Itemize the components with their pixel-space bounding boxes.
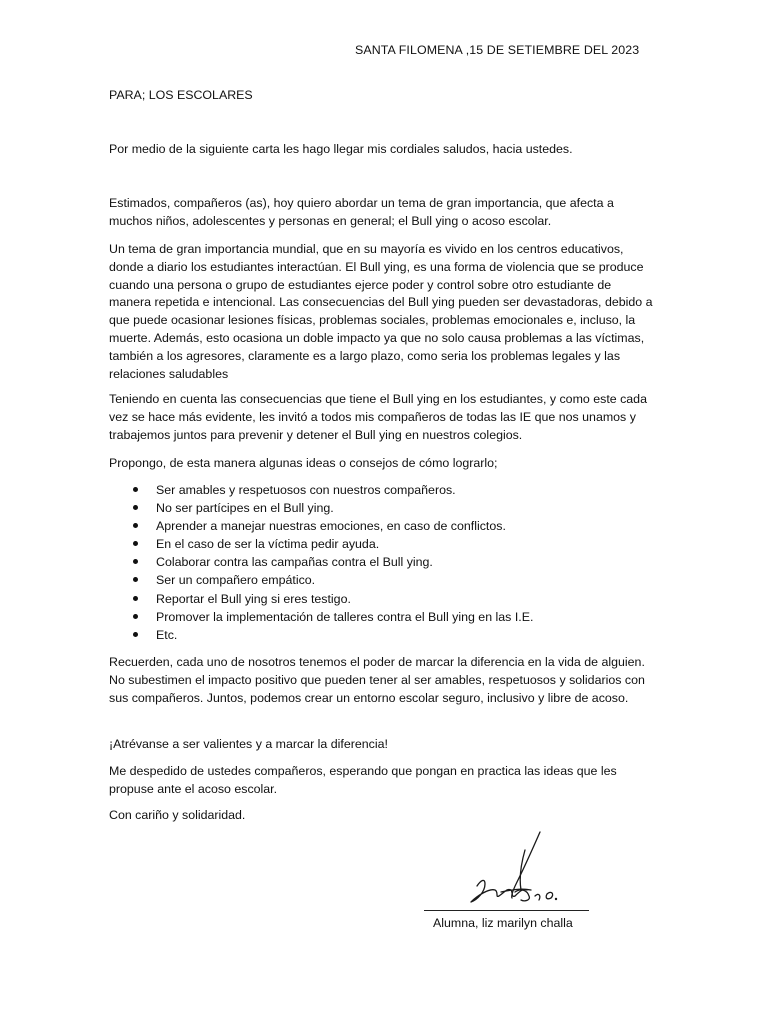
signature-line (424, 910, 589, 911)
greeting-paragraph (109, 141, 654, 159)
proposal-paragraph (109, 455, 654, 473)
reminder-paragraph (109, 654, 654, 707)
list-item: Colaborar contra las campañas contra el Bull ying. (130, 553, 533, 571)
ideas-list (130, 481, 533, 644)
invitation-text: Teniendo en cuenta las consecuencias que tiene el Bull ying en los estudiantes, y como este cada vez se hace más evidente, les invitó a todos mis compañeros de todas las IE que nos unamos y trabajemos juntos para prevenir y detener el Bull ying en nuestros colegios. (109, 392, 647, 442)
exclamation-paragraph (109, 736, 654, 754)
list-item: Ser un compañero empático. (130, 571, 533, 589)
invitation-paragraph (109, 391, 654, 444)
handwritten-signature (455, 828, 575, 914)
farewell-paragraph (109, 763, 654, 799)
list-item: En el caso de ser la víctima pedir ayuda. (130, 535, 533, 553)
list-item: Reportar el Bull ying si eres testigo. (130, 590, 533, 608)
list-item: Ser amables y respetuosos con nuestros compañeros. (130, 481, 533, 499)
exclamation-text: ¡Atrévanse a ser valientes y a marcar la diferencia! (109, 737, 388, 751)
reminder-text: Recuerden, cada uno de nosotros tenemos el poder de marcar la diferencia en la vida de alguien. No subestimen el impacto positivo que pueden tener al ser amables, respetuosos y solidarios con sus compañeros. Juntos, podemos crear un entorno escolar seguro, inclusivo y libre de acoso. (109, 655, 645, 705)
list-item: Etc. (130, 626, 533, 644)
date-line: SANTA FILOMENA ,15 DE SETIEMBRE DEL 2023 (355, 43, 640, 57)
context-text: Un tema de gran importancia mundial, que en su mayoría es vivido en los centros educativos, donde a diario los estudiantes interactúan. El Bull ying, es una forma de violencia que se produce cuando una persona o grupo de estudiantes ejerce poder y control sobre otro estudiante de manera repetida e intencional. Las consecuencias del Bull ying pueden ser devastadoras, debido a que puede ocasionar lesiones físicas, problemas sociales, problemas emocionales e, incluso, la muerte. Además, esto ocasiona un doble impacto ya que no solo causa problemas a las víctimas, también a los agresores, claramente es a largo plazo, como seria los problemas legales y las relaciones saludables (109, 242, 653, 381)
signer-name: Alumna, liz marilyn challa (433, 916, 573, 930)
closing-paragraph (109, 807, 654, 825)
list-item: Aprender a manejar nuestras emociones, en caso de conflictos. (130, 517, 533, 535)
intro-paragraph (109, 195, 654, 231)
greeting-text: Por medio de la siguiente carta les hago llegar mis cordiales saludos, hacia ustedes. (109, 142, 573, 156)
closing-text: Con cariño y solidaridad. (109, 808, 246, 822)
farewell-text: Me despedido de ustedes compañeros, esperando que pongan en practica las ideas que les propuse ante el acoso escolar. (109, 764, 617, 796)
list-item: Promover la implementación de talleres contra el Bull ying en las I.E. (130, 608, 533, 626)
intro-text: Estimados, compañeros (as), hoy quiero abordar un tema de gran importancia, que afecta a muchos niños, adolescentes y personas en general; el Bull ying o acoso escolar. (109, 196, 614, 228)
proposal-text: Propongo, de esta manera algunas ideas o consejos de cómo lograrlo; (109, 456, 498, 470)
list-item: No ser partícipes en el Bull ying. (130, 499, 533, 517)
context-paragraph (109, 241, 654, 383)
recipient-line: PARA; LOS ESCOLARES (109, 88, 253, 102)
